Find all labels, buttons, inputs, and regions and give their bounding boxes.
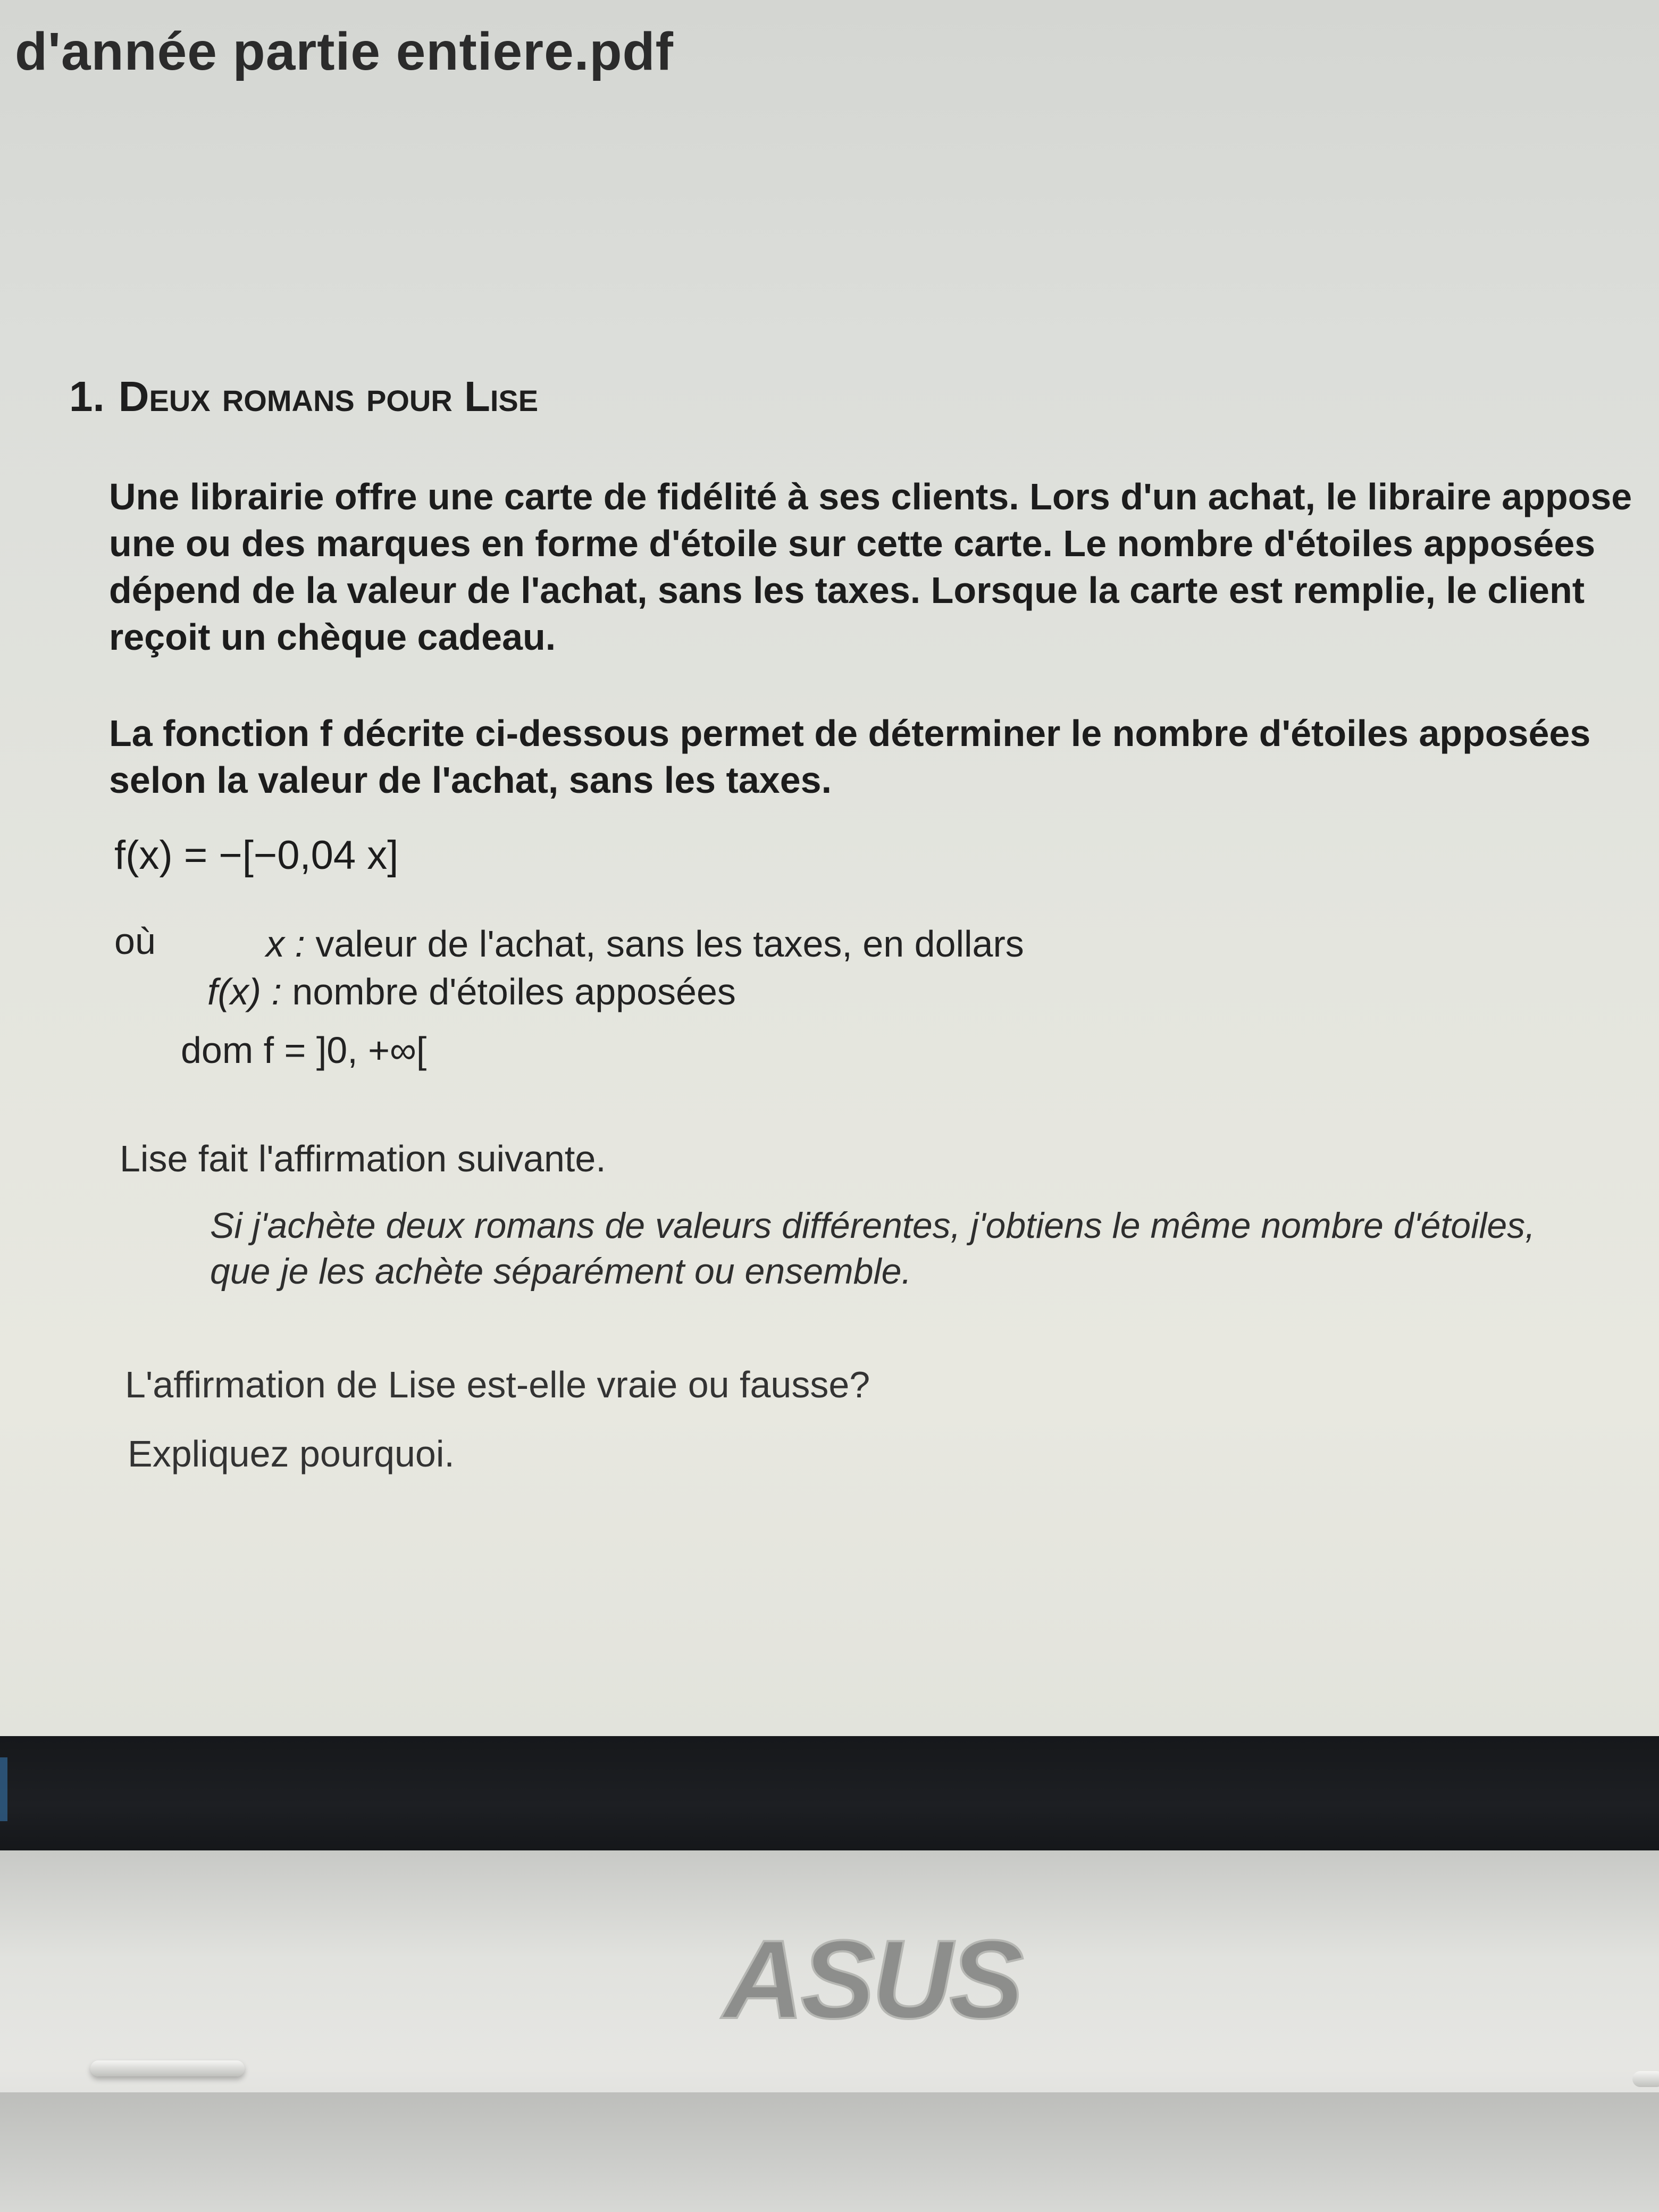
question-text: L'affirmation de Lise est-elle vraie ou fausse?	[125, 1364, 870, 1405]
brand-logo	[718, 1928, 1164, 2029]
section-title: Deux romans pour Lise	[118, 373, 539, 420]
where-label: où	[114, 920, 156, 962]
brand-logo-text: ASUS	[723, 1928, 1021, 2029]
instruction-text: Expliquez pourquoi.	[128, 1433, 455, 1474]
screen-bezel	[0, 1736, 1659, 1850]
asus-logo-icon	[718, 1928, 1164, 2029]
right-hinge-bumper	[1632, 2071, 1659, 2087]
section-number: 1.	[69, 373, 105, 420]
keyboard-deck	[0, 2092, 1659, 2212]
domain-definition: dom f = ]0, +∞[	[181, 1029, 427, 1071]
fx-label: f(x) :	[207, 971, 282, 1012]
document-title: d'année partie entiere.pdf	[15, 22, 674, 81]
x-description: valeur de l'achat, sans les taxes, en dollars	[315, 923, 1024, 965]
function-formula: f(x) = −[−0,04 x]	[114, 833, 399, 878]
lise-quote: Si j'achète deux romans de valeurs différentes, j'obtiens le même nombre d'étoiles, que je les achète séparément ou ensemble.	[210, 1205, 1536, 1292]
left-hinge-bumper	[90, 2060, 245, 2076]
section-heading	[69, 372, 538, 421]
fx-definition	[207, 970, 736, 1013]
intro-paragraph: Une librairie offre une carte de fidélité à ses clients. Lors d'un achat, le libraire appose une ou des marques en forme d'étoile sur cette carte. Le nombre d'étoiles apposées dépend de la valeur de l'achat, sans les taxes. Lorsque la carte est remplie, le client reçoit un chèque cadeau.	[109, 476, 1632, 658]
lise-intro: Lise fait l'affirmation suivante.	[120, 1138, 606, 1179]
function-description: La fonction f décrite ci-dessous permet de déterminer le nombre d'étoiles apposées selon la valeur de l'achat, sans les taxes.	[109, 713, 1591, 801]
x-definition	[266, 923, 1024, 965]
taskbar-edge	[0, 1757, 7, 1821]
x-label: x :	[266, 923, 305, 965]
fx-description: nombre d'étoiles apposées	[292, 971, 736, 1012]
